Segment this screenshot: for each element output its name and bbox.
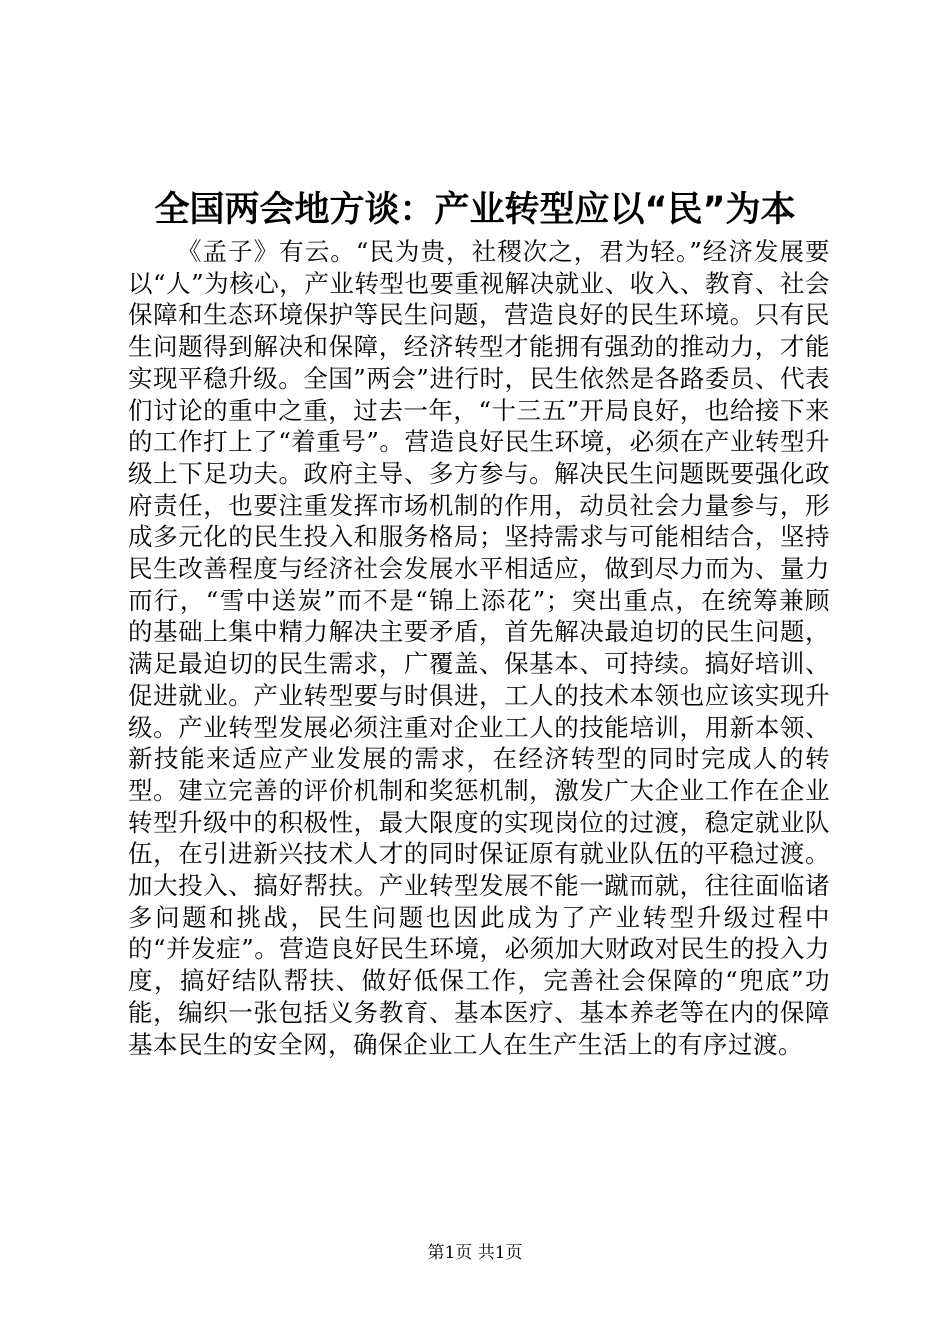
page-footer: 第1页 共1页: [427, 1243, 523, 1263]
document-title: 全国两会地方谈：产业转型应以“民”为本: [154, 190, 796, 230]
document-body: 《孟子》有云。“民为贵，社稷次之，君为轻。”经济发展要以“人”为核心，产业转型也要重视解决就业、收入、教育、社会保障和生态环境保护等民生问题，营造良好的民生环境。只有民生问题得到解决和保障，经济转型才能拥有强劲的推动力，才能实现平稳升级。全国”两会”进行时，民生依然是各路委员、代表们讨论的重中之重，过去一年，“十三五”开局良好，也给接下来的工作打上了“着重号”。营造良好民生环境，必须在产业转型升级上下足功夫。政府主导、多方参与。解决民生问题既要强化政府责任，也要注重发挥市场机制的作用，动员社会力量参与，形成多元化的民生投入和服务格局；坚持需求与可能相结合，坚持民生改善程度与经济社会发展水平相适应，做到尽力而为、量力而行，“雪中送炭”而不是“锦上添花”；突出重点，在统筹兼顾的基础上集中精力解决主要矛盾，首先解决最迫切的民生问题，满足最迫切的民生需求，广覆盖、保基本、可持续。搞好培训、促进就业。产业转型要与时俱进，工人的技术本领也应该实现升级。产业转型发展必须注重对企业工人的技能培训，用新本领、新技能来适应产业发展的需求，在经济转型的同时完成人的转型。建立完善的评价机制和奖惩机制，激发广大企业工作在企业转型升级中的积极性，最大限度的实现岗位的过渡，稳定就业队伍，在引进新兴技术人才的同时保证原有就业队伍的平稳过渡。加大投入、搞好帮扶。产业转型发展不能一蹴而就，往往面临诸多问题和挑战，民生问题也因此成为了产业转型升级过程中的“并发症”。营造良好民生环境，必须加大财政对民生的投入力度，搞好结队帮扶、做好低保工作，完善社会保障的“兜底”功能，编织一张包括义务教育、基本医疗、基本养老等在内的保障基本民生的安全网，确保企业工人在生产生活上的有序过渡。: [128, 237, 830, 1059]
